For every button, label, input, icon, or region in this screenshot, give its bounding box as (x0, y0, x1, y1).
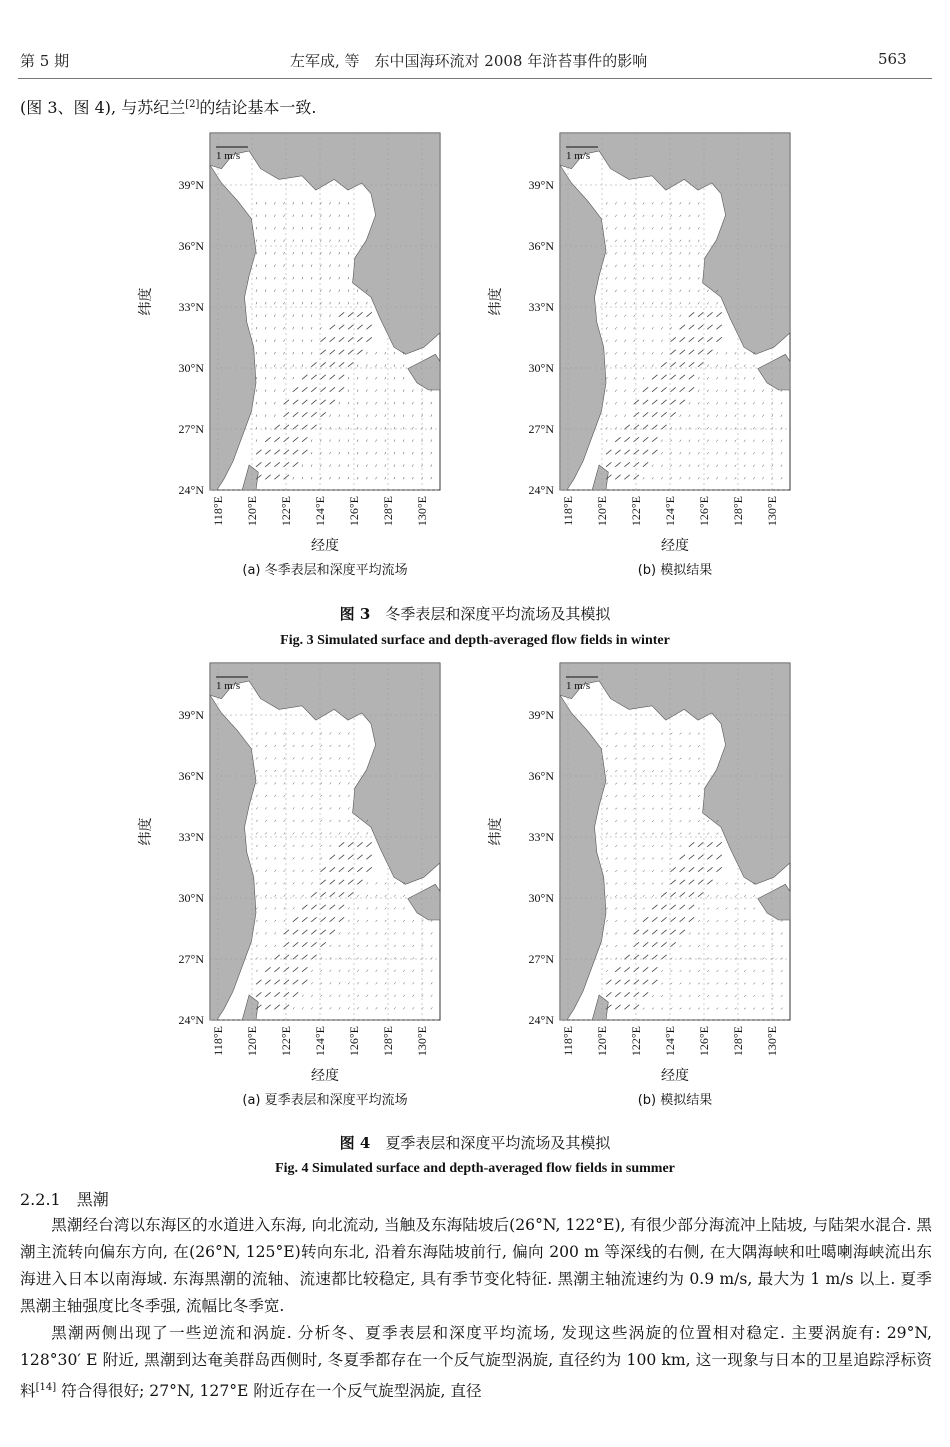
lat-tick-label: 36°N (178, 239, 204, 253)
lat-tick-label: 39°N (528, 708, 554, 722)
figure-3 (130, 128, 850, 586)
intro-suffix: 的结论基本一致. (199, 98, 317, 117)
lon-tick-label: 122°E (279, 496, 293, 527)
lat-tick-label: 30°N (528, 361, 554, 375)
lon-tick-label: 126°E (347, 1026, 361, 1057)
lat-tick-label: 27°N (178, 952, 204, 966)
lon-tick-label: 120°E (245, 1026, 259, 1057)
lon-tick-label: 126°E (347, 496, 361, 527)
lon-tick-label: 124°E (663, 1026, 677, 1057)
figure-3-number: 图 3 (339, 605, 371, 623)
lat-tick-label: 39°N (178, 708, 204, 722)
lon-tick-label: 128°E (381, 1026, 395, 1057)
lat-tick-label: 27°N (528, 422, 554, 436)
section-title: 黑潮 (76, 1190, 109, 1209)
x-axis-label: 经度 (661, 538, 689, 554)
body-text (20, 1212, 932, 1405)
intro-line (20, 95, 316, 118)
lon-tick-label: 120°E (595, 496, 609, 527)
section-number: 2.2.1 (20, 1190, 61, 1209)
figure-3a-map (130, 128, 460, 586)
figure-4-caption-en: Fig. 4 Simulated surface and depth-averaged flow fields in summer (275, 1161, 675, 1176)
paragraph-2 (20, 1320, 932, 1405)
lat-tick-label: 33°N (528, 830, 554, 844)
lon-tick-label: 130°E (765, 496, 779, 527)
lat-tick-label: 24°N (528, 483, 554, 497)
lon-tick-label: 128°E (731, 1026, 745, 1057)
map-plot (210, 663, 440, 1020)
y-axis-label: 纬度 (488, 817, 504, 846)
lon-tick-label: 122°E (629, 496, 643, 527)
scale-label: 1 m/s (566, 680, 591, 692)
figure-4 (130, 658, 850, 1116)
header-title: 左军成, 等 东中国海环流对 2008 年浒苔事件的影响 (290, 52, 648, 70)
lon-tick-label: 124°E (313, 1026, 327, 1057)
header-page-number: 563 (878, 50, 907, 68)
figure-4a-map (130, 658, 460, 1116)
section-heading (20, 1187, 109, 1210)
figure-4-title-cn: 夏季表层和深度平均流场及其模拟 (385, 1134, 611, 1152)
panel-caption: (b) 模拟结果 (637, 1093, 713, 1108)
lat-tick-label: 30°N (528, 891, 554, 905)
figure-3-title-cn: 冬季表层和深度平均流场及其模拟 (385, 605, 611, 623)
lat-tick-label: 33°N (178, 830, 204, 844)
lon-tick-label: 128°E (731, 496, 745, 527)
scale-label: 1 m/s (216, 680, 241, 692)
lon-tick-label: 124°E (663, 496, 677, 527)
lon-tick-label: 120°E (595, 1026, 609, 1057)
lat-tick-label: 39°N (178, 178, 204, 192)
lat-tick-label: 39°N (528, 178, 554, 192)
scale-label: 1 m/s (566, 150, 591, 162)
paragraph-2-citation[interactable]: [14] (35, 1382, 57, 1393)
figure-3-caption-en: Fig. 3 Simulated surface and depth-averaged flow fields in winter (280, 633, 670, 648)
lon-tick-label: 118°E (211, 1026, 225, 1056)
map-plot (560, 663, 790, 1020)
lon-tick-label: 120°E (245, 496, 259, 527)
figure-3a-panel (130, 128, 460, 586)
lon-tick-label: 130°E (415, 1026, 429, 1057)
figure-4-caption-cn (0, 1132, 950, 1153)
lat-tick-label: 36°N (528, 239, 554, 253)
header-issue: 第 5 期 (20, 52, 70, 70)
lat-tick-label: 33°N (178, 300, 204, 314)
lon-tick-label: 126°E (697, 496, 711, 527)
lon-tick-label: 126°E (697, 1026, 711, 1057)
lat-tick-label: 24°N (528, 1013, 554, 1027)
paragraph-1: 黑潮经台湾以东海区的水道进入东海, 向北流动, 当触及东海陆坡后(26°N, 122°E), 有很少部分海流冲上陆坡, 与陆架水混合. 黑潮主流转向偏东方向, 在(26°N, 125°E)转向东北, 沿着东海陆坡前行, 偏向 200 m 等深线的右侧, 在大隅海峡和吐噶喇海峡流出东海进入日本以南海域. 东海黑潮的流轴、流速都比较稳定, 具有季节变化特征. 黑潮主轴流速约为 0.9 m/s, 最大为 1 m/s 以上. 夏季黑潮主轴强度比冬季强, 流幅比冬季宽. (20, 1216, 932, 1315)
y-axis-label: 纬度 (138, 817, 154, 846)
lon-tick-label: 130°E (415, 496, 429, 527)
map-plot (560, 133, 790, 490)
lat-tick-label: 30°N (178, 361, 204, 375)
scale-label: 1 m/s (216, 150, 241, 162)
lat-tick-label: 30°N (178, 891, 204, 905)
x-axis-label: 经度 (311, 1068, 339, 1084)
panel-caption: (a) 冬季表层和深度平均流场 (242, 563, 408, 578)
figure-4a-panel (130, 658, 460, 1116)
y-axis-label: 纬度 (138, 287, 154, 316)
figure-4b-panel (480, 658, 810, 1116)
figure-4b-map (480, 658, 810, 1116)
lat-tick-label: 33°N (528, 300, 554, 314)
figure-4-number: 图 4 (339, 1134, 371, 1152)
lat-tick-label: 36°N (178, 769, 204, 783)
lon-tick-label: 122°E (279, 1026, 293, 1057)
lat-tick-label: 24°N (178, 1013, 204, 1027)
intro-prefix: (图 3、图 4), 与苏纪兰 (20, 98, 186, 117)
lon-tick-label: 122°E (629, 1026, 643, 1057)
header-rule (18, 78, 932, 79)
panel-caption: (a) 夏季表层和深度平均流场 (242, 1093, 408, 1108)
lat-tick-label: 24°N (178, 483, 204, 497)
x-axis-label: 经度 (311, 538, 339, 554)
y-axis-label: 纬度 (488, 287, 504, 316)
lon-tick-label: 118°E (561, 1026, 575, 1056)
lon-tick-label: 124°E (313, 496, 327, 527)
lat-tick-label: 27°N (178, 422, 204, 436)
paragraph-2-main: 黑潮两侧出现了一些逆流和涡旋. 分析冬、夏季表层和深度平均流场, 发现这些涡旋的位置相对稳定. 主要涡旋有: 29°N, 128°30′ E 附近, 黑潮到达奄美群岛西侧时, 冬夏季都存在一个反气旋型涡旋, 直径约为 100 km, 这一现象与日本的卫星追踪浮标资料 (20, 1324, 932, 1400)
x-axis-label: 经度 (661, 1068, 689, 1084)
figure-3b-map (480, 128, 810, 586)
lat-tick-label: 27°N (528, 952, 554, 966)
figure-3-caption-cn (0, 603, 950, 624)
lon-tick-label: 118°E (561, 496, 575, 526)
panel-caption: (b) 模拟结果 (637, 563, 713, 578)
map-plot (210, 133, 440, 490)
figure-3b-panel (480, 128, 810, 586)
lon-tick-label: 130°E (765, 1026, 779, 1057)
lon-tick-label: 128°E (381, 496, 395, 527)
lat-tick-label: 36°N (528, 769, 554, 783)
intro-citation[interactable]: [2] (185, 99, 200, 110)
lon-tick-label: 118°E (211, 496, 225, 526)
paragraph-2-tail: 符合得很好; 27°N, 127°E 附近存在一个反气旋型涡旋, 直径 (56, 1382, 482, 1400)
